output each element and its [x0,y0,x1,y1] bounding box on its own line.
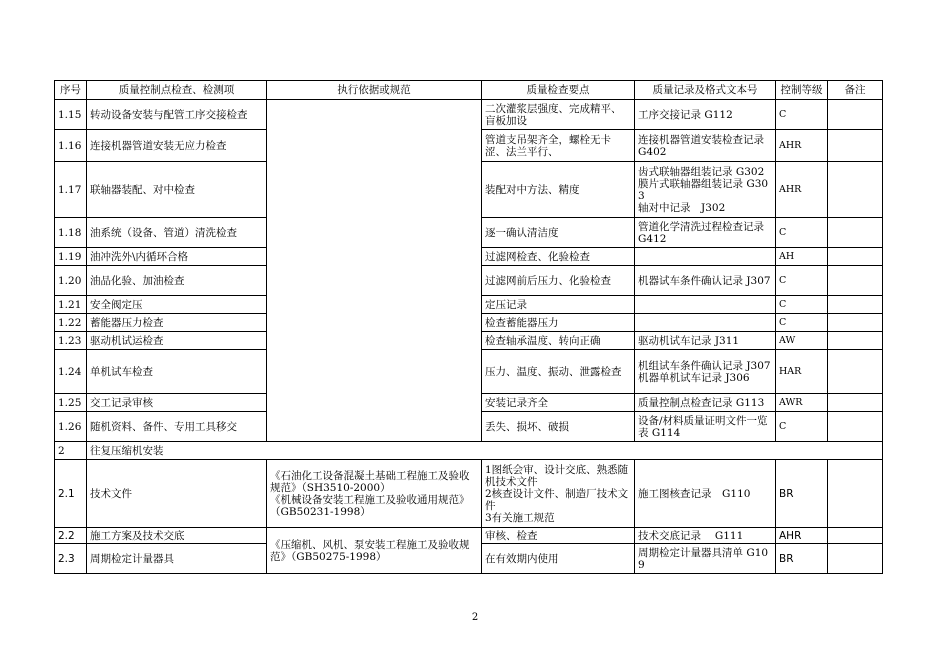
row-item: 转动设备安装与配管工序交接检查 [87,100,267,130]
row-item: 随机资料、备件、专用工具移交 [87,412,267,442]
row-points: 丢失、损坏、破损 [482,412,635,442]
row-record: 齿式联轴器组装记录 G302 膜片式联轴器组装记录 G303 轴对中记录 J302 [635,162,776,218]
row-record: 周期检定计量器具清单 G109 [635,544,776,574]
row-no: 2.1 [55,460,87,528]
row-no: 1.22 [55,314,87,332]
row-item: 联轴器装配、对中检查 [87,162,267,218]
row-level: BR [776,544,828,574]
row-basis: 《压缩机、风机、泵安装工程施工及验收规范》（GB50275-1998） [267,528,482,574]
row-remark [828,296,883,314]
row-level: C [776,266,828,296]
header-no: 序号 [55,81,87,100]
row-record: 连接机器管道安装检查记录 G402 [635,130,776,162]
row-item: 蓄能器压力检查 [87,314,267,332]
row-points: 审核、检查 [482,528,635,544]
row-no: 1.21 [55,296,87,314]
row-points: 逐一确认清洁度 [482,218,635,248]
section-title: 往复压缩机安装 [87,442,883,460]
table-row [55,528,883,544]
header-basis: 执行依据或规范 [267,81,482,100]
row-item: 施工方案及技术交底 [87,528,267,544]
row-level: C [776,100,828,130]
row-remark [828,544,883,574]
row-no: 1.25 [55,394,87,412]
row-level: HAR [776,350,828,394]
row-no: 1.17 [55,162,87,218]
row-points: 管道支吊架齐全，螺栓无卡涩、法兰平行、 [482,130,635,162]
page-number: 2 [471,612,479,623]
row-remark [828,266,883,296]
row-item: 油系统（设备、管道）清洗检查 [87,218,267,248]
row-remark [828,412,883,442]
row-no: 1.26 [55,412,87,442]
section-no: 2 [55,442,87,460]
row-remark [828,162,883,218]
row-record: 驱动机试车记录 J311 [635,332,776,350]
row-no: 1.16 [55,130,87,162]
row-points: 压力、温度、振动、泄露检查 [482,350,635,394]
row-item: 油冲洗外\内循环合格 [87,248,267,266]
header-remark: 备注 [828,81,883,100]
row-remark [828,130,883,162]
row-level: AWR [776,394,828,412]
header-level: 控制等级 [776,81,828,100]
header-record: 质量记录及格式文本号 [635,81,776,100]
row-level: BR [776,460,828,528]
row-no: 1.18 [55,218,87,248]
row-remark [828,248,883,266]
row-level: C [776,314,828,332]
row-points: 装配对中方法、精度 [482,162,635,218]
row-item: 周期检定计量器具 [87,544,267,574]
row-points: 过滤网检查、化验检查 [482,248,635,266]
row-remark [828,100,883,130]
row-record: 机组试车条件确认记录 J307 机器单机试车记录 J306 [635,350,776,394]
row-item: 技术文件 [87,460,267,528]
header-points: 质量检查要点 [482,81,635,100]
row-basis: 《石油化工设备混凝土基础工程施工及验收规范》（SH3510-2000） 《机械设备安装工程施工及验收通用规范》（GB50231-1998） [267,460,482,528]
table-row [55,460,883,528]
row-remark [828,218,883,248]
quality-control-table [54,80,883,574]
row-remark [828,332,883,350]
row-record: 设备/材料质量证明文件一览表 G114 [635,412,776,442]
row-record: 工序交接记录 G112 [635,100,776,130]
header-item: 质量控制点检查、检测项 [87,81,267,100]
row-remark [828,350,883,394]
row-points: 在有效期内使用 [482,544,635,574]
row-level: C [776,218,828,248]
section-row [55,442,883,460]
row-remark [828,460,883,528]
row-points: 检查轴承温度、转向正确 [482,332,635,350]
row-record: 管道化学清洗过程检查记录 G412 [635,218,776,248]
row-record: 技术交底记录 G111 [635,528,776,544]
row-level: AHR [776,162,828,218]
row-level: AHR [776,528,828,544]
row-level: AW [776,332,828,350]
row-remark [828,314,883,332]
row-no: 1.24 [55,350,87,394]
row-item: 安全阀定压 [87,296,267,314]
row-no: 1.23 [55,332,87,350]
row-remark [828,528,883,544]
row-record [635,314,776,332]
table-header-row [55,81,883,100]
row-points: 检查蓄能器压力 [482,314,635,332]
table-row [55,100,883,130]
row-remark [828,394,883,412]
row-record: 机器试车条件确认记录 J307 [635,266,776,296]
row-no: 2.2 [55,528,87,544]
row-level: AH [776,248,828,266]
row-points: 二次灌浆层强度、完成精平、盲板加设 [482,100,635,130]
row-item: 单机试车检查 [87,350,267,394]
row-item: 交工记录审核 [87,394,267,412]
row-record: 质量控制点检查记录 G113 [635,394,776,412]
row-record [635,296,776,314]
row-record: 施工图核查记录 G110 [635,460,776,528]
row-points: 定压记录 [482,296,635,314]
row-no: 1.15 [55,100,87,130]
row-points: 1图纸会审、设计交底、熟悉随机技术文件 2核查设计文件、制造厂技术文件 3有关施工规范 [482,460,635,528]
row-item: 连接机器管道安装无应力检查 [87,130,267,162]
basis-cell-empty [267,100,482,442]
row-level: C [776,296,828,314]
row-no: 1.20 [55,266,87,296]
row-level: C [776,412,828,442]
row-points: 安装记录齐全 [482,394,635,412]
row-record [635,248,776,266]
row-points: 过滤网前后压力、化验检查 [482,266,635,296]
row-no: 2.3 [55,544,87,574]
row-item: 油品化验、加油检查 [87,266,267,296]
row-level: AHR [776,130,828,162]
row-item: 驱动机试运检查 [87,332,267,350]
row-no: 1.19 [55,248,87,266]
